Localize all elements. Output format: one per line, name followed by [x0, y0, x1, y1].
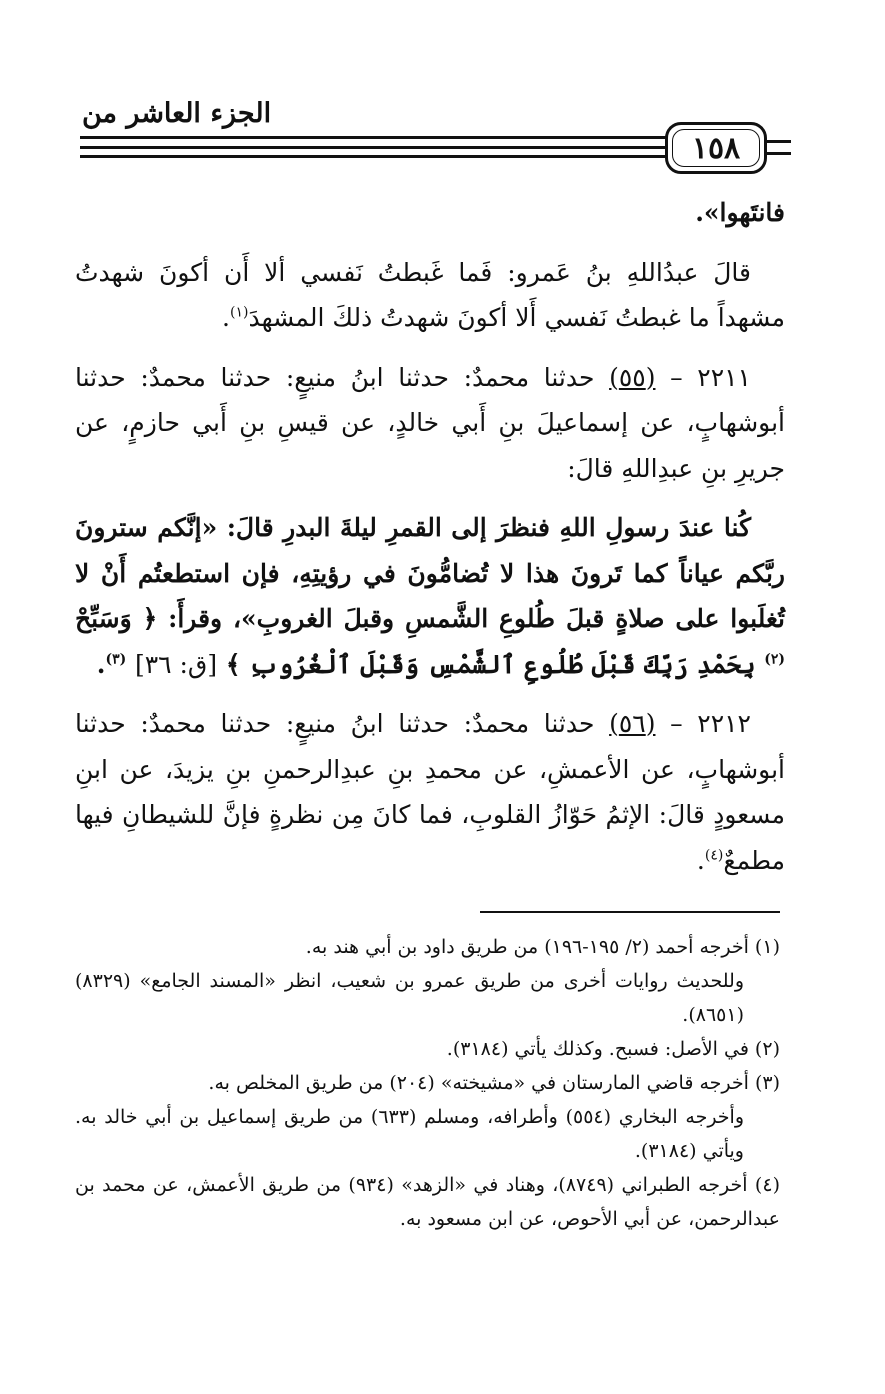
hadith-number: ٢٢١٢ – [670, 709, 751, 738]
footnote-1: (١) أخرجه أحمد (٢/ ١٩٥-١٩٦) من طريق داود بن أبي هند به. [305, 936, 780, 958]
footnote-3-continued: وأخرجه البخاري (٥٥٤) وأطرافه، ومسلم (٦٣٣) من طريق إسماعيل بن أبي خالد به. ويأتي (٣١٨٤). [75, 1106, 745, 1162]
footnote-2: (٢) في الأصل: فسبح. وكذلك يأتي (٣١٨٤). [446, 1038, 780, 1060]
footnote-1-continued: وللحديث روايات أخرى من طريق عمرو بن شعيب، انظر «المسند الجامع» (٨٣٢٩) (٨٦٥١). [75, 970, 744, 1026]
quran-verse: بِحَمْدِ رَبِّكَ قَبْلَ طُلُوعِ ٱلشَّمْسِ وَقَبْلَ ٱلْغُرُوبِ ﴾ [225, 649, 756, 679]
header-rule [80, 136, 685, 158]
hadith-sub-number: (٥٦) [609, 709, 656, 738]
running-title: الجزء العاشر من [82, 98, 272, 129]
paragraph-closing-quote: فانتَهوا». [695, 198, 785, 227]
footnote-4: (٤) أخرجه الطبراني (٨٧٤٩)، وهناد في «الزهد» (٩٣٤) من طريق الأعمش، عن محمد بن عبدالرحمن، عن أبي الأحوص، عن ابن مسعود به. [75, 1174, 780, 1230]
page-number-badge [665, 122, 767, 174]
main-text [75, 190, 785, 883]
footnote-separator [480, 911, 780, 913]
hadith-2212: ٢٢١٢ – (٥٦) حدثنا محمدٌ: حدثنا ابنُ منيعٍ: حدثنا محمدٌ: حدثنا أبوشهابٍ، عن الأعمشِ، عن محمدِ بنِ عبدِالرحمنِ بنِ يزيدَ، عن ابنِ مسعودٍ قالَ: الإثمُ حَوّازُ القلوبِ، فما كانَ مِن نظرةٍ فإنَّ للشيطانِ فيها مطمعٌ$^{(٤)}$. [75, 709, 785, 875]
footnote-3: (٣) أخرجه قاضي المارستان في «مشيخته» (٢٠٤) من طريق المخلص به. [208, 1072, 780, 1094]
paragraph-abdullah: قالَ عبدُاللهِ بنُ عَمرو: فَما غَبطتُ نَفسي ألا أَن أكونَ شهدتُ مشهداً ما غبطتُ نَفسي أَلا أكونَ شهدتُ ذلكَ المشهدَ$^{(١)}$. [75, 257, 785, 332]
hadith-2211-matn: كُنا عندَ رسولِ اللهِ فنظرَ إلى القمرِ ليلةَ البدرِ قالَ: «إنَّكم سترونَ ربَّكم عياناً كما تَرونَ هذا لا تُضامُّونَ في رؤيتِهِ، فإن استطعتُم أَنْ لا تُغلَبوا على صلاةٍ قبلَ طُلوعِ الشَّمسِ وقبلَ الغروبِ»، وقرأَ: ﴿ وَسَبِّحْ $^{(٢)}$ بِحَمْدِ رَبِّكَ قَبْلَ طُلُوعِ ٱلشَّمْسِ وَقَبْلَ ٱلْغُرُوبِ ﴾ [ق: ٣٦] $^{(٣)}$. [75, 513, 785, 679]
header-rule-end [767, 140, 791, 155]
footnote-ref-4: (٤) [704, 847, 724, 864]
hadith-2211-isnad: ٢٢١١ – (٥٥) حدثنا محمدٌ: حدثنا ابنُ منيعٍ: حدثنا محمدٌ: حدثنا أبوشهابٍ، عن إسماعيلَ بنِ أَبي خالدٍ، عن قيسِ بنِ أَبي حازمٍ، عن جريرِ بنِ عبدِاللهِ قالَ: [75, 362, 785, 483]
footnote-ref-2: (٢) [764, 651, 785, 668]
hadith-number: ٢٢١١ – [670, 362, 751, 392]
footnote-ref-3: (٣) [105, 651, 127, 668]
verse-reference: [ق: ٣٦] [134, 649, 218, 679]
page-number: ١٥٨ [691, 130, 741, 166]
footnote-ref-1: (١) [230, 304, 249, 321]
hadith-sub-number: (٥٥) [609, 362, 656, 392]
footnotes [75, 930, 780, 1236]
